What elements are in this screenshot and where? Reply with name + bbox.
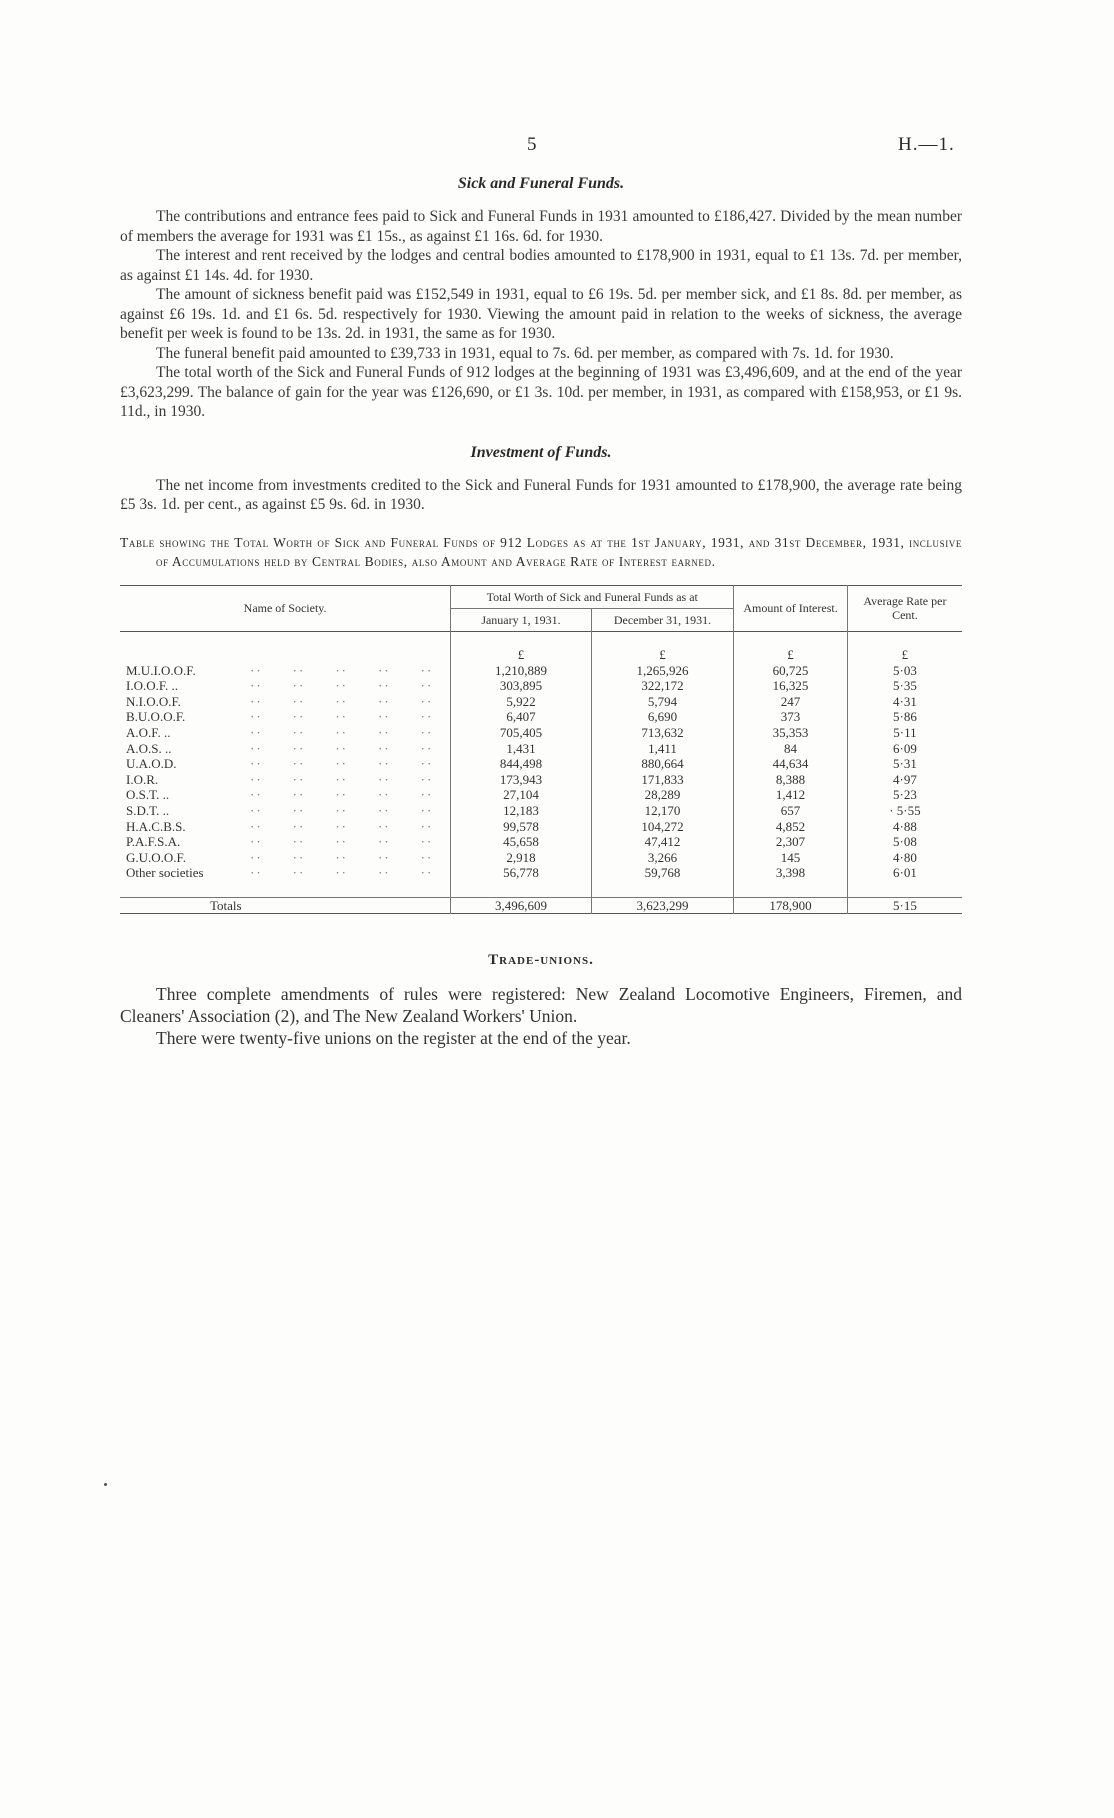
society-name: O.S.T. .. — [126, 787, 170, 803]
table-row — [120, 772, 962, 788]
currency-interest: £ — [734, 647, 848, 663]
cell-rate: 5·03 — [847, 663, 962, 679]
cell-interest: 4,852 — [734, 819, 848, 835]
society-name: P.A.F.S.A. — [126, 834, 181, 850]
cell-dec: 12,170 — [591, 803, 733, 819]
table-caption: Table showing the Total Worth of Sick and Funeral Funds of 912 Lodges as at the 1st January, 1931, and 31st December, 1931, inclusive of Accumulations held by Central Bodies, also Amount and Average Rate of Interest earned. — [120, 534, 962, 569]
cell-jan: 2,918 — [451, 850, 592, 866]
header-dec: December 31, 1931. — [591, 608, 733, 631]
cell-jan: 6,407 — [451, 709, 592, 725]
paragraph-funeral-benefit: The funeral benefit paid amounted to £39,733 in 1931, equal to 7s. 6d. per member, as compared with 7s. 1d. for 1930. — [156, 344, 894, 362]
cell-dec: 3,266 — [591, 850, 733, 866]
header-interest: Amount of Interest. — [734, 585, 848, 631]
cell-interest: 16,325 — [734, 678, 848, 694]
society-name: G.U.O.O.F. — [126, 849, 186, 865]
leader-dots: ·· ·· ·· ·· ·· — [250, 662, 434, 678]
leader-dots: ·· ·· ·· ·· ·· — [250, 803, 434, 819]
society-name: B.U.O.O.F. — [126, 709, 186, 725]
cell-rate: 4·88 — [847, 819, 962, 835]
cell-dec: 59,768 — [591, 865, 733, 881]
totals-label: Totals — [210, 897, 242, 913]
table-row — [120, 803, 962, 819]
cell-interest: 8,388 — [734, 772, 848, 788]
cell-jan: 5,922 — [451, 694, 592, 710]
society-name: S.D.T. .. — [126, 803, 170, 819]
scan-speck — [104, 1483, 107, 1486]
totals-row — [120, 897, 962, 914]
cell-jan: 1,210,889 — [451, 663, 592, 679]
page-number: 5 — [527, 134, 537, 155]
cell-dec: 880,664 — [591, 756, 733, 772]
cell-dec: 5,794 — [591, 694, 733, 710]
section-title-investment: Investment of Funds. — [470, 443, 612, 461]
cell-interest: 247 — [734, 694, 848, 710]
table-row — [120, 694, 962, 710]
cell-interest: 35,353 — [734, 725, 848, 741]
table-row — [120, 787, 962, 803]
cell-interest: 3,398 — [734, 865, 848, 881]
society-name: Other societies — [126, 865, 204, 881]
leader-dots: ·· ·· ·· ·· ·· — [250, 771, 434, 787]
cell-rate: 5·11 — [847, 725, 962, 741]
currency-jan: £ — [451, 647, 592, 663]
cell-jan: 303,895 — [451, 678, 592, 694]
society-name: I.O.R. — [126, 771, 159, 787]
table-row — [120, 834, 962, 850]
table-row — [120, 663, 962, 679]
cell-rate: 5·23 — [847, 787, 962, 803]
cell-rate: 5·08 — [847, 834, 962, 850]
table-row — [120, 678, 962, 694]
cell-jan: 705,405 — [451, 725, 592, 741]
cell-interest: 2,307 — [734, 834, 848, 850]
page-content — [120, 175, 962, 1049]
cell-dec: 28,289 — [591, 787, 733, 803]
cell-jan: 1,431 — [451, 741, 592, 757]
currency-rate: £ — [847, 647, 962, 663]
leader-dots: ·· ·· ·· ·· ·· — [250, 865, 434, 881]
paragraph-interest-rent: The interest and rent received by the lodges and central bodies amounted to £178,900 in 1931, equal to £1 13s. 7d. per member, as against £1 14s. 4d. for 1930. — [120, 247, 962, 284]
cell-dec: 1,411 — [591, 741, 733, 757]
society-name: U.A.O.D. — [126, 756, 177, 772]
society-name: A.O.S. .. — [126, 740, 172, 756]
paragraph-contributions: The contributions and entrance fees paid to Sick and Funeral Funds in 1931 amounted to £186,427. Divided by the mean number of members the average for 1931 was £1 15s., as against £1 16s. 6d. for 1930. — [120, 208, 962, 245]
cell-interest: 373 — [734, 709, 848, 725]
header-jan: January 1, 1931. — [451, 608, 592, 631]
table-row — [120, 756, 962, 772]
cell-dec: 1,265,926 — [591, 663, 733, 679]
cell-rate: 6·01 — [847, 865, 962, 881]
cell-jan: 99,578 — [451, 819, 592, 835]
funds-table — [120, 585, 962, 915]
table-row — [120, 741, 962, 757]
society-name: A.O.F. .. — [126, 725, 171, 741]
paragraph-amendments: Three complete amendments of rules were registered: New Zealand Locomotive Engineers, Firemen, and Cleaners' Association (2), and The New Zealand Workers' Union. — [120, 984, 962, 1027]
header-name: Name of Society. — [243, 601, 327, 615]
page-header — [0, 134, 1114, 160]
leader-dots: ·· ·· ·· ·· ·· — [250, 834, 434, 850]
table-row — [120, 850, 962, 866]
society-name: H.A.C.B.S. — [126, 818, 186, 834]
cell-interest: 44,634 — [734, 756, 848, 772]
cell-rate: 5·35 — [847, 678, 962, 694]
leader-dots: ·· ·· ·· ·· ·· — [250, 678, 434, 694]
leader-dots: ·· ·· ·· ·· ·· — [250, 709, 434, 725]
paragraph-sickness-benefit: The amount of sickness benefit paid was £152,549 in 1931, equal to £6 19s. 5d. per member sick, and £1 8s. 8d. per member, as against £6 19s. 1d. and £1 6s. 5d. respectively for 1930. Viewing the amount paid in relation to the weeks of sickness, the average benefit per week is found to be 13s. 2d. in 1931, the same as for 1930. — [120, 286, 962, 342]
table-row — [120, 819, 962, 835]
header-total-worth: Total Worth of Sick and Funeral Funds as at — [451, 585, 734, 608]
cell-jan: 844,498 — [451, 756, 592, 772]
cell-jan: 56,778 — [451, 865, 592, 881]
leader-dots: ·· ·· ·· ·· ·· — [250, 740, 434, 756]
cell-dec: 6,690 — [591, 709, 733, 725]
cell-interest: 145 — [734, 850, 848, 866]
totals-dec: 3,623,299 — [591, 897, 733, 914]
cell-dec: 104,272 — [591, 819, 733, 835]
table-row — [120, 709, 962, 725]
totals-jan: 3,496,609 — [451, 897, 592, 914]
totals-rate: 5·15 — [847, 897, 962, 914]
cell-jan: 45,658 — [451, 834, 592, 850]
leader-dots: ·· ·· ·· ·· ·· — [250, 849, 434, 865]
society-name: I.O.O.F. .. — [126, 678, 179, 694]
cell-interest: 657 — [734, 803, 848, 819]
leader-dots: ·· ·· ·· ·· ·· — [250, 818, 434, 834]
leader-dots: ·· ·· ·· ·· ·· — [250, 787, 434, 803]
cell-interest: 60,725 — [734, 663, 848, 679]
document-reference: H.—1. — [898, 134, 955, 155]
cell-rate: 5·31 — [847, 756, 962, 772]
cell-dec: 713,632 — [591, 725, 733, 741]
header-rate: Average Rate per Cent. — [847, 585, 962, 631]
paragraph-total-worth: The total worth of the Sick and Funeral Funds of 912 lodges at the beginning of 1931 was £3,496,609, and at the end of the year £3,623,299. The balance of gain for the year was £126,690, or £1 3s. 10d. per member, in 1931, as compared with £158,953, or £1 9s. 11d., in 1930. — [120, 364, 962, 420]
table-row — [120, 865, 962, 881]
totals-interest: 178,900 — [734, 897, 848, 914]
leader-dots: ·· ·· ·· ·· ·· — [250, 756, 434, 772]
cell-interest: 84 — [734, 741, 848, 757]
cell-rate: 4·97 — [847, 772, 962, 788]
cell-jan: 173,943 — [451, 772, 592, 788]
cell-dec: 47,412 — [591, 834, 733, 850]
cell-jan: 27,104 — [451, 787, 592, 803]
cell-rate: · 5·55 — [847, 803, 962, 819]
cell-interest: 1,412 — [734, 787, 848, 803]
cell-rate: 5·86 — [847, 709, 962, 725]
society-name: M.U.I.O.O.F. — [126, 662, 196, 678]
leader-dots: ·· ·· ·· ·· ·· — [250, 725, 434, 741]
cell-jan: 12,183 — [451, 803, 592, 819]
cell-dec: 171,833 — [591, 772, 733, 788]
currency-row — [120, 647, 962, 663]
paragraph-unions-count: There were twenty-five unions on the register at the end of the year. — [156, 1028, 631, 1049]
cell-rate: 4·80 — [847, 850, 962, 866]
leader-dots: ·· ·· ·· ·· ·· — [250, 693, 434, 709]
paragraph-investment: The net income from investments credited to the Sick and Funeral Funds for 1931 amounted to £178,900, the average rate being £5 3s. 1d. per cent., as against £5 9s. 6d. in 1930. — [120, 476, 962, 513]
cell-rate: 6·09 — [847, 741, 962, 757]
cell-rate: 4·31 — [847, 694, 962, 710]
table-row — [120, 725, 962, 741]
cell-dec: 322,172 — [591, 678, 733, 694]
society-name: N.I.O.O.F. — [126, 693, 181, 709]
section-title-trade-unions: Trade-unions. — [488, 952, 594, 969]
currency-dec: £ — [591, 647, 733, 663]
section-title-sick-funds: Sick and Funeral Funds. — [457, 175, 625, 192]
